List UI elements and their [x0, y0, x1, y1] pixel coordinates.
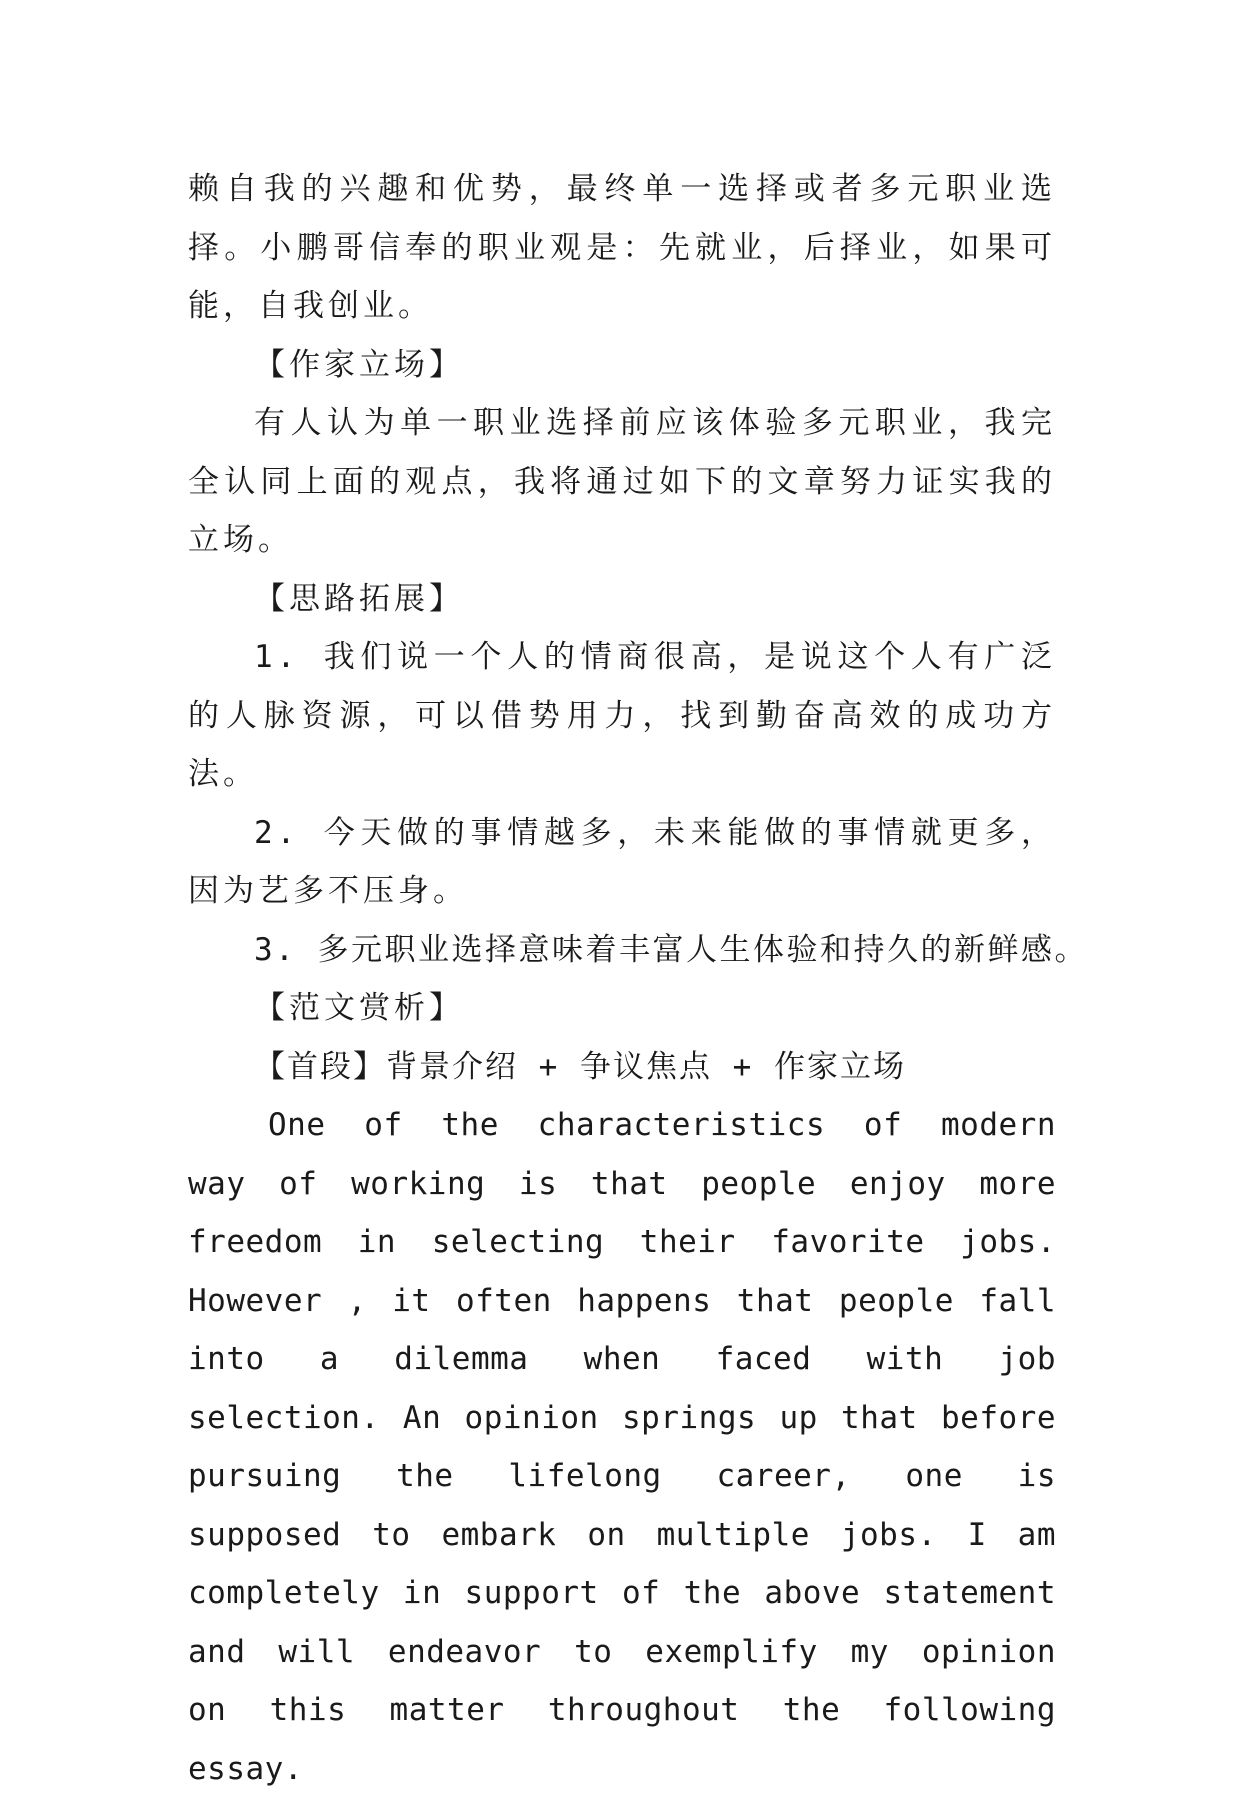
- heading-first-paragraph: 【首段】背景介绍 + 争议焦点 + 作家立场: [254, 1048, 906, 1085]
- paragraph-author-position: 有人认为单一职业选择前应该体验多元职业，我完全认同上面的观点，我将通过如下的文章努力证实我的立场。: [188, 405, 1056, 558]
- heading-author-position: 【作家立场】: [254, 346, 464, 383]
- paragraph-continued: 赖自我的兴趣和优势，最终单一选择或者多元职业选择。小鹏哥信奉的职业观是：先就业，后择业，如果可能，自我创业。: [188, 171, 1056, 324]
- idea-item-1: 1. 我们说一个人的情商很高，是说这个人有广泛的人脉资源，可以借势用力，找到勤奋高效的成功方法。: [188, 639, 1056, 792]
- idea-item-3: 3. 多元职业选择意味着丰富人生体验和持久的新鲜感。: [254, 931, 1088, 968]
- heading-sample-essay: 【范文赏析】: [254, 990, 464, 1026]
- heading-idea-expansion: 【思路拓展】: [254, 580, 464, 617]
- idea-item-2: 2. 今天做的事情越多，未来能做的事情就更多，因为艺多不压身。: [188, 814, 1056, 909]
- essay-first-paragraph: One of the characteristics of modern way of working is that people enjoy more freedom in selecting their favorite jobs. However , it often happens that people fall into a dilemma when faced with job selection. An opinion springs up that before pursuing the lifelong career, one is supposed to embark on multiple jobs. I am completely in support of the above statement and will endeavor to exemplify my opinion on this matter throughout the following essay.: [188, 1107, 1056, 1787]
- document-body: [188, 160, 1088, 1798]
